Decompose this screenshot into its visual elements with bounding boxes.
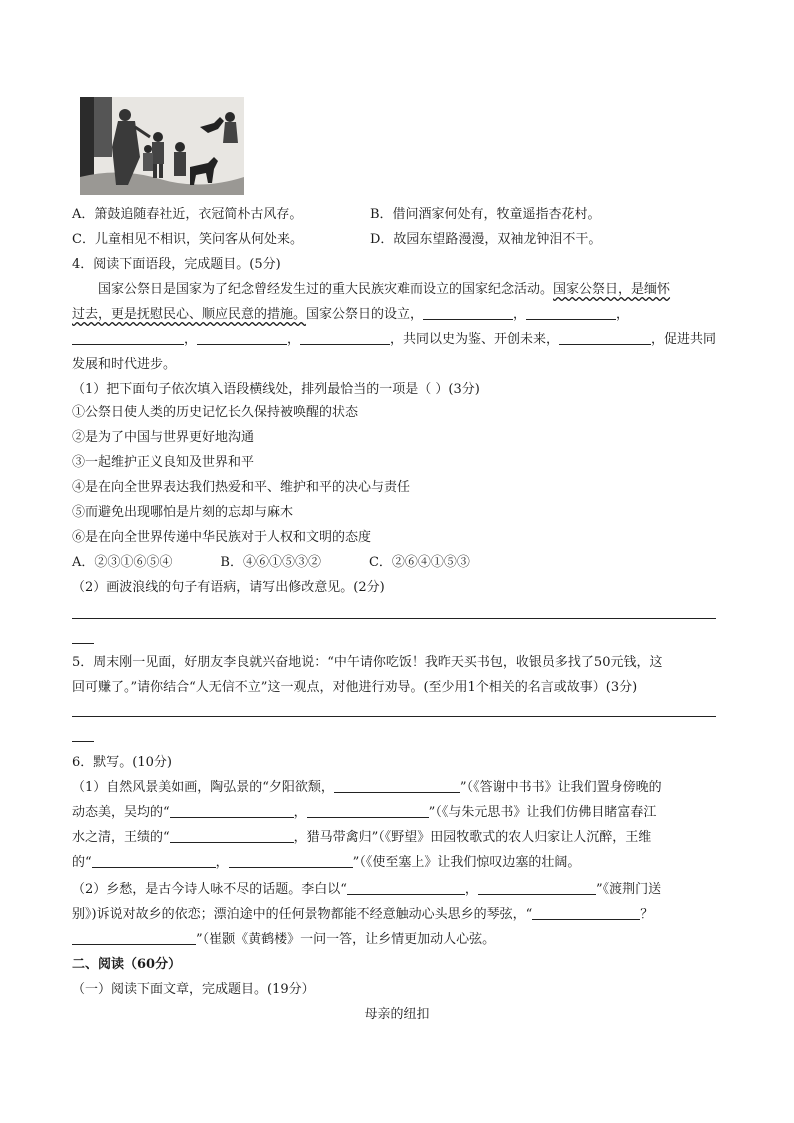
blank-line[interactable] — [347, 880, 465, 895]
q4-item-1: ①公祭日使人类的历史记忆长久保持被唤醒的状态 — [72, 405, 359, 420]
q5-line2: 回可赚了。”请你结合“人无信不立”这一观点，对他进行劝导。(至少用1个相关的名言或故事）(3分) — [72, 680, 638, 695]
section-2-title: 二、阅读（60分） — [72, 957, 182, 972]
q4-sub2: （2）画波浪线的句子有语病，请写出修改意见。(2分) — [72, 580, 385, 595]
blank-line[interactable] — [532, 905, 640, 920]
choice-c[interactable]: C．②⑥④①⑤③ — [368, 555, 470, 570]
answer-line-end — [72, 643, 94, 644]
q4-wavy-sentence: 过去，更是抚慰民心、顺应民意的措施。 — [72, 307, 307, 322]
q6-text: ， — [293, 805, 307, 820]
choice-b[interactable]: B．④⑥①⑤③② — [220, 555, 321, 570]
q4-sub1: （1）把下面句子依次填入语段横线处，排列最恰当的一项是（ ）(3分) — [72, 382, 480, 397]
q6-text: 的“ — [72, 855, 92, 870]
answer-line[interactable] — [72, 716, 716, 717]
q6-s1-line2 — [72, 803, 716, 823]
q6-s2-line1 — [72, 880, 716, 900]
blank-line[interactable] — [478, 880, 596, 895]
q6-title: 6．默写。(10分) — [72, 755, 172, 770]
q6-text: ”《渡荆门送 — [595, 882, 662, 897]
blank-line[interactable] — [170, 828, 294, 843]
q4-item-3: ③一起维护正义良知及世界和平 — [72, 455, 255, 470]
blank-line[interactable] — [526, 305, 616, 320]
blank-line[interactable] — [229, 853, 353, 868]
option-a: A．箫鼓追随春社近，衣冠简朴古风存。 — [72, 207, 303, 222]
q6-text: ？ — [640, 907, 654, 922]
q6-text: ”（《与朱元思书》让我们仿佛目睹富春江 — [428, 805, 657, 820]
q4-text: 国家公祭日是国家为了纪念曾经发生过的重大民族灾难而设立的国家纪念活动。 — [98, 282, 554, 297]
q6-s1-line3 — [72, 828, 716, 848]
article-title: 母亲的纽扣 — [364, 1007, 430, 1022]
q4-item-5: ⑤而避免出现哪怕是片刻的忘却与麻木 — [72, 505, 294, 520]
choice-a[interactable]: A．②③①⑥⑤④ — [72, 555, 173, 570]
q4-text: ，促进共同 — [651, 332, 717, 347]
q4-text: ，共同以史为鉴、开创未来， — [390, 332, 560, 347]
q4-item-6: ⑥是在向全世界传递中华民族对于人权和文明的态度 — [72, 530, 372, 545]
q6-s2-line3 — [72, 930, 716, 950]
blank-line[interactable] — [300, 330, 390, 345]
q6-text: ”（《使至塞上》让我们惊叹边塞的壮阔。 — [352, 855, 581, 870]
option-c: C．儿童相见不相识，笑问客从何处来。 — [72, 232, 303, 247]
blank-line[interactable] — [334, 778, 460, 793]
q4-item-2: ②是为了中国与世界更好地沟通 — [72, 430, 255, 445]
blank-line[interactable] — [72, 330, 184, 345]
blank-line[interactable] — [307, 803, 429, 818]
q6-text: ”（《答谢中书书》让我们置身傍晚的 — [459, 780, 662, 795]
blank-line[interactable] — [423, 305, 513, 320]
option-d: D．故园东望路漫漫，双袖龙钟泪不干。 — [370, 232, 602, 247]
blank-line[interactable] — [559, 330, 651, 345]
option-b: B．借问酒家何处有，牧童遥指杏花村。 — [370, 207, 601, 222]
illustration-image — [80, 97, 244, 195]
q6-text: 水之清，王绩的“ — [72, 830, 170, 845]
q4-choices — [72, 553, 716, 573]
q6-text: 别》)诉说对故乡的依恋；漂泊途中的任何景物都能不经意触动心头思乡的琴弦，“ — [72, 907, 533, 922]
answer-line[interactable] — [72, 618, 716, 619]
q6-text: ， — [215, 855, 229, 870]
q6-text: ， — [464, 882, 478, 897]
q4-title: 4．阅读下面语段，完成题目。(5分) — [72, 257, 281, 272]
answer-line-end — [72, 741, 94, 742]
q4-paragraph-line4: 发展和时代进步。 — [72, 357, 177, 372]
q6-text: ，猎马带禽归”（《野望》田园牧歌式的农人归家让人沉醉，王维 — [293, 830, 652, 845]
q6-s2-line2 — [72, 905, 716, 925]
q4-item-4: ④是在向全世界表达我们热爱和平、维护和平的决心与责任 — [72, 480, 411, 495]
blank-line[interactable] — [170, 803, 294, 818]
section-2-subtitle: （一）阅读下面文章，完成题目。(19分） — [72, 982, 315, 997]
q6-text: （1）自然风景美如画，陶弘景的“夕阳欲颓， — [72, 780, 334, 795]
blank-line[interactable] — [92, 853, 216, 868]
q6-text: 动态美，吴均的“ — [72, 805, 170, 820]
q6-s1-line1 — [72, 778, 716, 798]
blank-line[interactable] — [197, 330, 287, 345]
q6-text: ”（崔颢《黄鹤楼》一问一答，让乡情更加动人心弦。 — [196, 932, 496, 947]
q6-s1-line4 — [72, 853, 716, 873]
blank-line[interactable] — [72, 930, 196, 945]
q4-wavy-sentence: 国家公祭日，是缅怀 — [553, 282, 671, 297]
q4-paragraph-line1 — [72, 280, 716, 300]
q4-text: 国家公祭日的设立， — [306, 307, 424, 322]
q4-paragraph-line3: ， ， ，共同以史为鉴、开创未来， ，促进共同 — [72, 330, 716, 350]
q4-paragraph-line2: 过去，更是抚慰民心、顺应民意的措施。国家公祭日的设立， ， ， — [72, 307, 630, 322]
q6-text: （2）乡愁，是古今诗人咏不尽的话题。李白以“ — [72, 882, 347, 897]
q5-line1: 5．周末刚一见面，好朋友李良就兴奋地说：“中午请你吃饭！我昨天买书包，收银员多找了50元钱，这 — [72, 655, 663, 670]
